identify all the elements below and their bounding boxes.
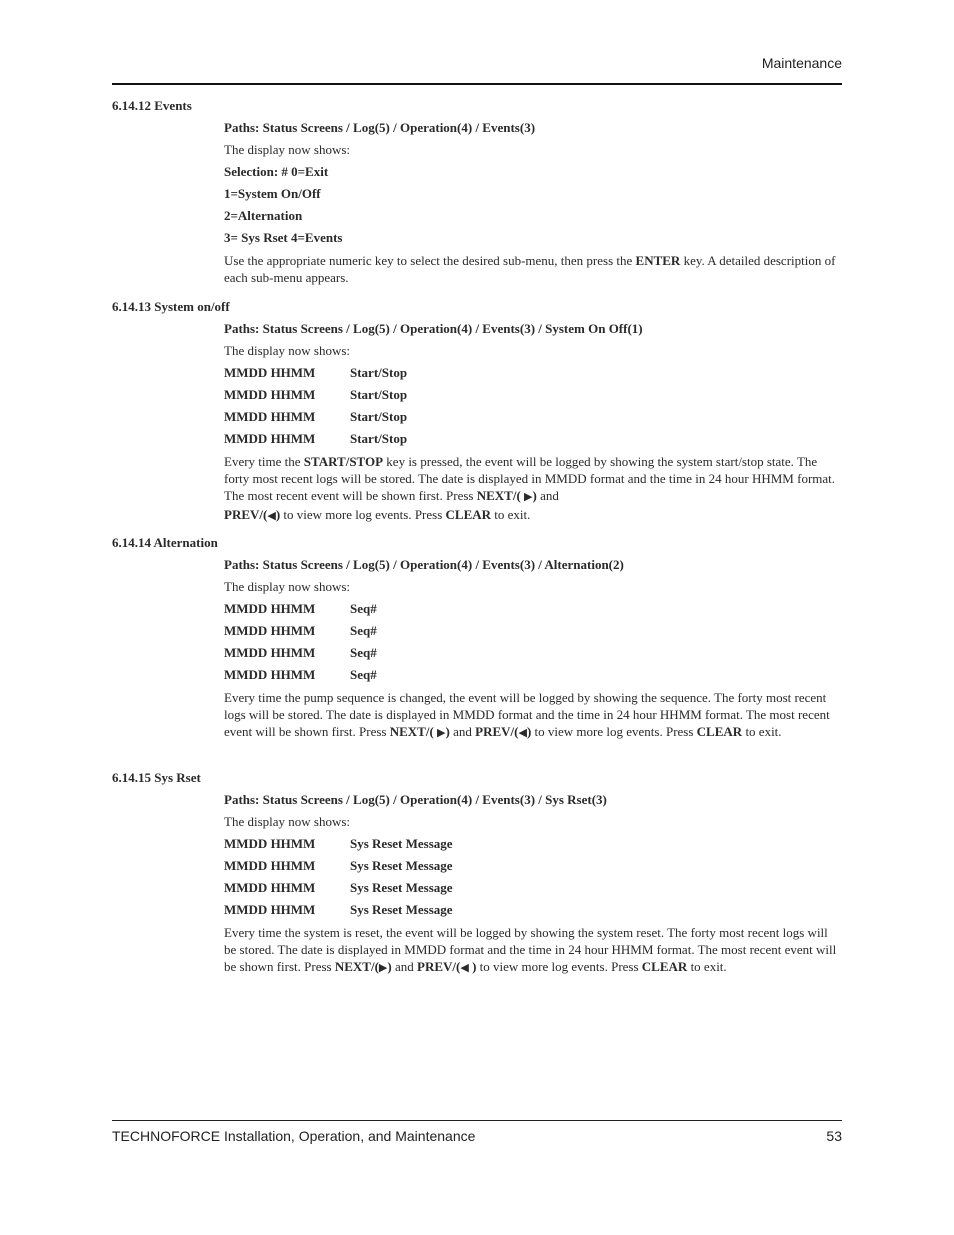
section-heading-system-on-off: 6.14.13 System on/off	[112, 299, 230, 314]
log-row: MMDD HHMM Sys Reset Message	[224, 880, 453, 895]
display-line: 2=Alternation	[224, 208, 303, 223]
next-arrow-icon: ▶	[378, 962, 388, 974]
footer-doc-title: TECHNOFORCE Installation, Operation, and Maintenance	[112, 1128, 476, 1144]
log-row: MMDD HHMM Seq#	[224, 601, 377, 616]
section-body-events	[224, 117, 840, 286]
prev-arrow-icon: ◀	[267, 510, 276, 522]
description-paragraph: Use the appropriate numeric key to select the desired sub-menu, then press the ENTER key. A detailed description of each sub-menu appears.	[224, 253, 836, 285]
section-body-system-on-off	[224, 318, 840, 525]
page-number: 53	[826, 1128, 842, 1144]
key-name: ENTER	[635, 253, 681, 268]
section-heading-events: 6.14.12 Events	[112, 98, 192, 113]
description-paragraph: Every time the START/STOP key is pressed, the event will be logged by showing the system start/stop state. The forty most recent logs will be stored. The date is displayed in MMDD format and the time in 24 hour HHMM format. The most recent event will be shown first. Press NEXT/( ▶) and PREV/(◀) to view more log events. Press CLEAR to exit.	[224, 454, 836, 522]
prev-arrow-icon: ◀	[518, 727, 527, 739]
footer-rule	[112, 1120, 842, 1121]
section-heading-alternation: 6.14.14 Alternation	[112, 535, 218, 550]
prev-arrow-icon: ◀	[460, 962, 469, 974]
log-row: MMDD HHMM Seq#	[224, 667, 377, 682]
menu-path: Paths: Status Screens / Log(5) / Operation(4) / Events(3) / Sys Rset(3)	[224, 792, 607, 807]
display-label: The display now shows:	[224, 343, 351, 358]
log-row: MMDD HHMM Seq#	[224, 645, 377, 660]
log-row: MMDD HHMM Seq#	[224, 623, 377, 638]
log-row: MMDD HHMM Start/Stop	[224, 387, 408, 402]
log-row: MMDD HHMM Start/Stop	[224, 365, 408, 380]
menu-path: Paths: Status Screens / Log(5) / Operation(4) / Events(3)	[224, 120, 536, 135]
display-line: 1=System On/Off	[224, 186, 321, 201]
menu-path: Paths: Status Screens / Log(5) / Operation(4) / Events(3) / Alternation(2)	[224, 557, 624, 572]
display-label: The display now shows:	[224, 814, 351, 829]
log-row: MMDD HHMM Start/Stop	[224, 431, 408, 446]
log-row: MMDD HHMM Sys Reset Message	[224, 902, 453, 917]
log-row: MMDD HHMM Start/Stop	[224, 409, 408, 424]
section-body-sys-rset	[224, 789, 840, 977]
description-paragraph: Every time the pump sequence is changed, the event will be logged by showing the sequence. The forty most recent logs will be stored. The date is displayed in MMDD format and the time in 24 hour HHMM format. The most recent event will be shown first. Press NEXT/( ▶) and PREV/(◀) to view more log events. Press CLEAR to exit.	[224, 690, 830, 739]
section-heading-sys-rset: 6.14.15 Sys Rset	[112, 770, 201, 785]
display-line: 3= Sys Rset 4=Events	[224, 230, 343, 245]
menu-path: Paths: Status Screens / Log(5) / Operation(4) / Events(3) / System On Off(1)	[224, 321, 643, 336]
next-arrow-icon: ▶	[524, 491, 533, 503]
section-body-alternation	[224, 554, 840, 742]
display-line: Selection: # 0=Exit	[224, 164, 329, 179]
next-arrow-icon: ▶	[437, 727, 446, 739]
header-rule	[112, 83, 842, 85]
log-row: MMDD HHMM Sys Reset Message	[224, 836, 453, 851]
display-label: The display now shows:	[224, 579, 351, 594]
log-row: MMDD HHMM Sys Reset Message	[224, 858, 453, 873]
description-paragraph: Every time the system is reset, the event will be logged by showing the system reset. The forty most recent logs will be stored. The date is displayed in MMDD format and the time in 24 hour HHMM format. The most recent event will be shown first. Press NEXT/(▶) and PREV/(◀ ) to view more log events. Press CLEAR to exit.	[224, 925, 837, 974]
display-label: The display now shows:	[224, 142, 351, 157]
running-header: Maintenance	[761, 55, 842, 71]
